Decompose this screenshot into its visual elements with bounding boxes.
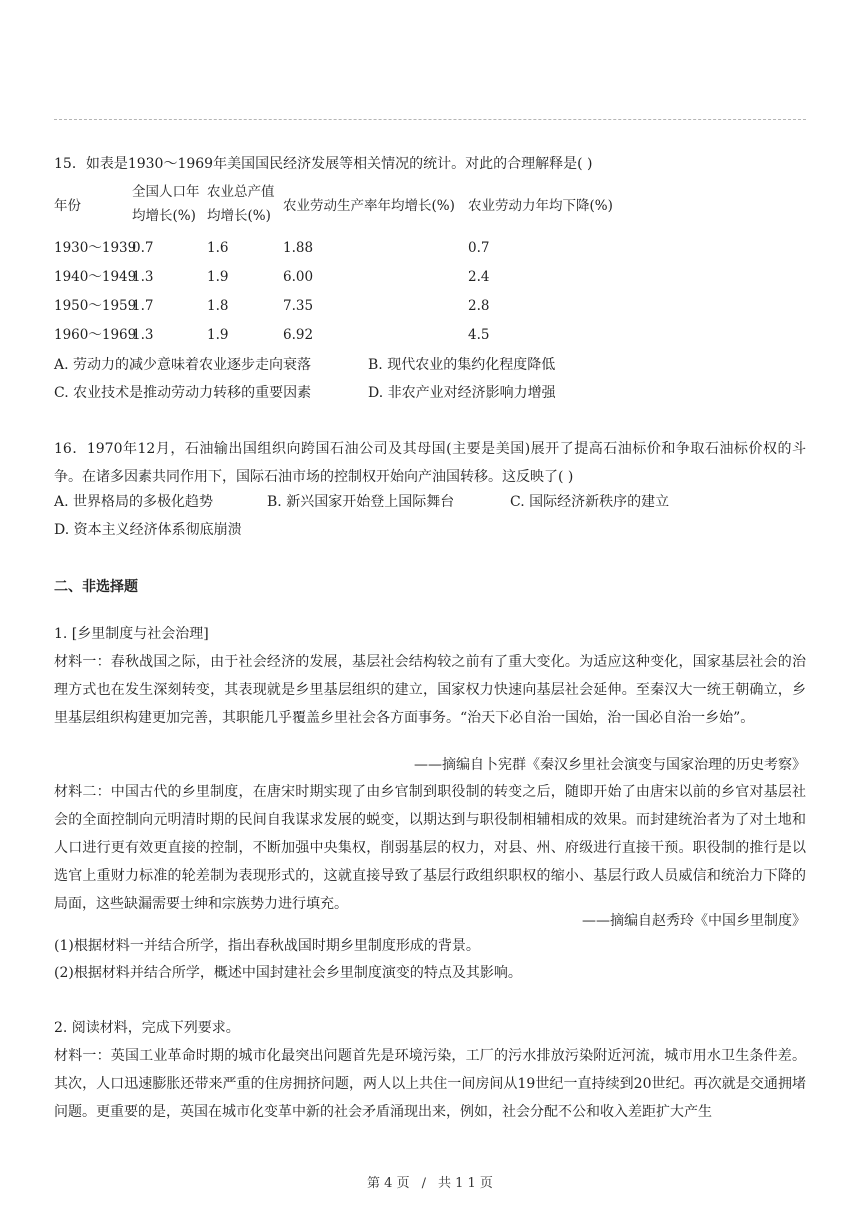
footer-page-number: 第 4 页: [367, 1176, 410, 1191]
nq2-title: 2. 阅读材料，完成下列要求。: [54, 1020, 240, 1036]
q15-option-d[interactable]: D. 非农产业对经济影响力增强: [368, 385, 556, 401]
table-cell-pop: 1.3: [132, 327, 154, 343]
q16-option-b[interactable]: B. 新兴国家开始登上国际舞台: [267, 494, 455, 510]
table-header-labor: 农业劳动力年均下降(%): [468, 198, 613, 214]
table-cell-agri: 1.9: [207, 327, 229, 343]
nq1-source2: ——摘编自赵秀玲《中国乡里制度》: [582, 913, 806, 929]
page-footer: [0, 1172, 860, 1191]
table-header-pop-1: 全国人口年: [132, 184, 200, 200]
nq1-ask2: (2)根据材料并结合所学，概述中国封建社会乡里制度演变的特点及其影响。: [54, 965, 522, 981]
nq1-material1: 材料一：春秋战国之际，由于社会经济的发展，基层社会结构较之前有了重大变化。为适应这种变化，国家基层社会的治理方式也在发生深刻转变，其表现就是乡里基层组织的建立，国家权力快速向基层社会延伸。至秦汉大一统王朝确立，乡里基层组织构建更加完善，其职能几乎覆盖乡里社会各方面事务。“治天下必自治一国始，治一国必自治一乡始”。: [54, 654, 806, 726]
table-cell-labor: 4.5: [468, 327, 490, 343]
table-cell-agri: 1.8: [207, 298, 229, 314]
q15-stem: 15．如表是1930～1969年美国国民经济发展等相关情况的统计。对此的合理解释是( ): [54, 156, 593, 172]
table-header-pop-2: 均增长(%): [132, 208, 196, 224]
table-cell-pop: 1.7: [132, 298, 154, 314]
table-cell-year: 1940～1949: [54, 269, 137, 285]
footer-total-pages: 共 1 1 页: [437, 1176, 493, 1191]
q15-option-b[interactable]: B. 现代农业的集约化程度降低: [368, 357, 556, 373]
table-cell-year: 1950～1959: [54, 298, 137, 314]
table-cell-productivity: 1.88: [283, 240, 314, 256]
table-header-agri-1: 农业总产值: [207, 184, 275, 200]
table-cell-pop: 0.7: [132, 240, 154, 256]
section-title: 二、非选择题: [54, 579, 138, 595]
table-cell-productivity: 7.35: [283, 298, 314, 314]
table-cell-labor: 2.4: [468, 269, 490, 285]
q16-option-c[interactable]: C. 国际经济新秩序的建立: [510, 494, 670, 510]
nq2-material1: 材料一：英国工业革命时期的城市化最突出问题首先是环境污染，工厂的污水排放污染附近河流，城市用水卫生条件差。其次，人口迅速膨胀还带来严重的住房拥挤问题，两人以上共住一间房间从19世纪一直持续到20世纪。再次就是交通拥堵问题。更重要的是，英国在城市化变革中新的社会矛盾涌现出来，例如，社会分配不公和收入差距扩大产生: [54, 1048, 806, 1120]
q15-option-c[interactable]: C. 农业技术是推动劳动力转移的重要因素: [54, 385, 312, 401]
q16-option-a[interactable]: A. 世界格局的多极化趋势: [54, 494, 214, 510]
table-cell-agri: 1.6: [207, 240, 229, 256]
header-divider: [54, 119, 806, 120]
nq1-source1: ——摘编自卜宪群《秦汉乡里社会演变与国家治理的历史考察》: [414, 757, 806, 773]
table-header-productivity: 农业劳动生产率年均增长(%): [283, 198, 455, 214]
table-cell-labor: 0.7: [468, 240, 490, 256]
table-cell-productivity: 6.00: [283, 269, 314, 285]
q16-option-d[interactable]: D. 资本主义经济体系彻底崩溃: [54, 522, 242, 538]
q15-option-a[interactable]: A. 劳动力的减少意味着农业逐步走向衰落: [54, 357, 312, 373]
table-cell-labor: 2.8: [468, 298, 490, 314]
q16-stem: 16．1970年12月，石油输出国组织向跨国石油公司及其母国(主要是美国)展开了提高石油标价和争取石油标价权的斗争。在诸多因素共同作用下，国际石油市场的控制权开始向产油国转移。这反映了( ): [54, 441, 806, 485]
nq1-ask1: (1)根据材料一并结合所学，指出春秋战国时期乡里制度形成的背景。: [54, 938, 480, 954]
table-cell-productivity: 6.92: [283, 327, 314, 343]
nq1-title: 1. [乡里制度与社会治理]: [54, 626, 209, 642]
table-header-agri-2: 均增长(%): [207, 208, 271, 224]
footer-separator: /: [421, 1176, 426, 1191]
table-header-year: 年份: [54, 198, 81, 214]
table-cell-pop: 1.3: [132, 269, 154, 285]
table-cell-year: 1930～1939: [54, 240, 137, 256]
nq1-material2: 材料二：中国古代的乡里制度，在唐宋时期实现了由乡官制到职役制的转变之后，随即开始了由唐宋以前的乡官对基层社会的全面控制向元明清时期的民间自我谋求发展的蜕变，以期达到与职役制相辅相成的效果。而封建统治者为了对土地和人口进行更有效更直接的控制，不断加强中央集权，削弱基层的权力，对县、州、府级进行直接干预。职役制的推行是以选官上重财力标准的轮差制为表现形式的，这就直接导致了基层行政组织职权的缩小、基层行政人员威信和统治力下降的局面，这些缺漏需要士绅和宗族势力进行填充。: [54, 784, 806, 912]
table-cell-agri: 1.9: [207, 269, 229, 285]
table-cell-year: 1960～1969: [54, 327, 137, 343]
